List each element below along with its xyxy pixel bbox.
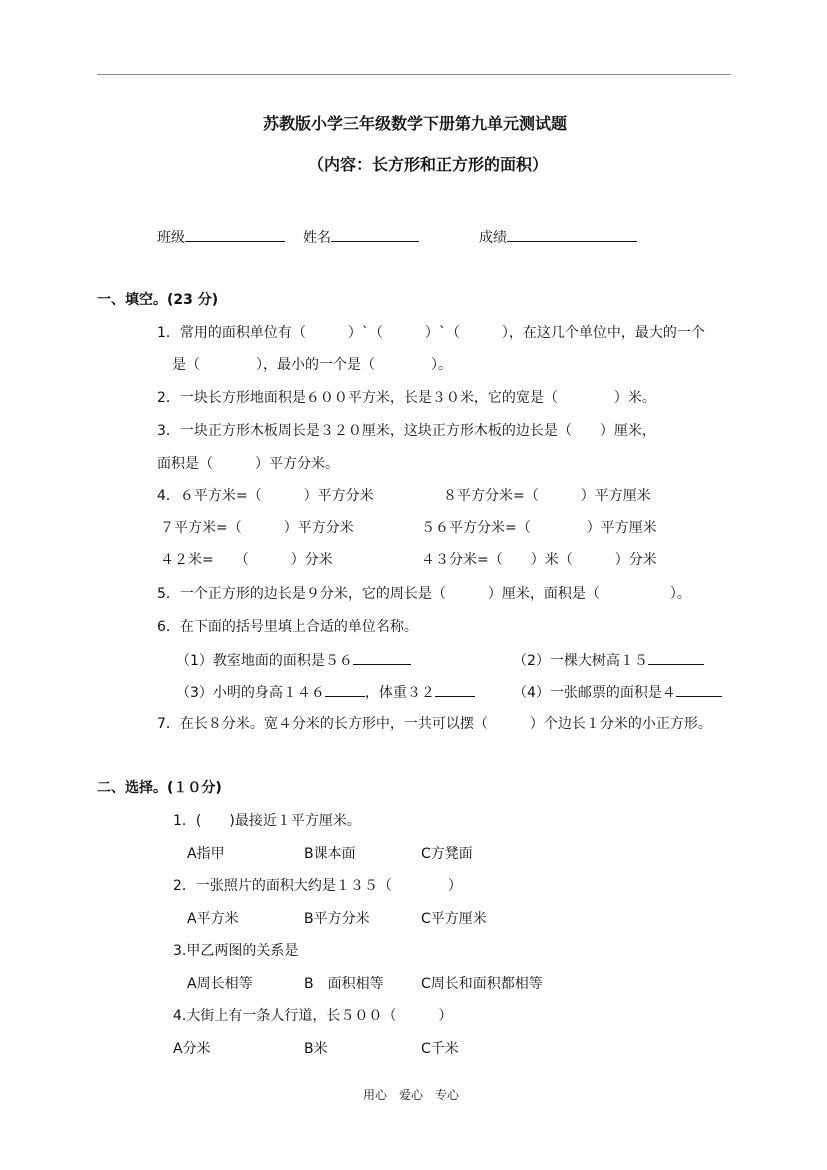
q6-item-4-blank[interactable] [676, 682, 722, 697]
name-blank[interactable] [331, 227, 419, 242]
q6-item-3-text: （3）小明的身高１４６ [176, 685, 325, 701]
q2-line: 2．一块长方形地面积是６００平方米，长是３０米，它的宽是（ ）米。 [157, 390, 656, 406]
score-field[interactable] [479, 227, 637, 247]
name-label: 姓名 [303, 230, 331, 246]
q4-item-d: ５６平方分米=（ ）平方厘米 [421, 520, 657, 536]
q6-item-4 [513, 682, 722, 702]
q1-line2: 是（ ），最小的一个是（ ）。 [172, 357, 452, 373]
q4-item-c: ７平方米=（ ）平方分米 [160, 520, 354, 536]
score-blank[interactable] [507, 227, 637, 242]
q3-line2: 面积是（ ）平方分米。 [157, 456, 339, 472]
q1-line1: 1．常用的面积单位有（ ）`（ ）`（ ），在这几个单位中，最大的一个 [157, 325, 705, 341]
q4-item-b: ８平方分米=（ ）平方厘米 [443, 488, 651, 504]
mc-q1-option-a[interactable]: A指甲 [187, 846, 225, 862]
q6-item-3-blank-1[interactable] [325, 682, 365, 697]
page-footer: 用心 爱心 专心 [363, 1088, 460, 1102]
q6-line: 6．在下面的括号里填上合适的单位名称。 [157, 619, 418, 635]
name-field[interactable] [303, 227, 419, 247]
q3-line1: 3．一块正方形木板周长是３２０厘米，这块正方形木板的边长是（ ）厘米， [157, 423, 656, 439]
mc-q3-option-a[interactable]: A周长相等 [187, 976, 253, 992]
section2-heading: 二、选择。(１０分) [97, 780, 222, 796]
class-field[interactable] [157, 227, 285, 247]
class-label: 班级 [157, 230, 185, 246]
q5-line: 5．一个正方形的边长是９分米，它的周长是（ ）厘米，面积是（ ）。 [157, 586, 691, 602]
mc-q1-stem: 1．( )最接近１平方厘米。 [173, 813, 361, 829]
q6-item-1-blank[interactable] [353, 650, 411, 665]
page-subtitle: （内容：长方形和正方形的面积） [308, 155, 549, 174]
q6-item-1 [176, 650, 411, 670]
mc-q2-option-c[interactable]: C平方厘米 [421, 911, 487, 927]
mc-q3-option-c[interactable]: C周长和面积都相等 [421, 976, 543, 992]
q6-item-4-text: （4）一张邮票的面积是４ [513, 685, 676, 701]
mc-q1-option-b[interactable]: B课本面 [304, 846, 356, 862]
q6-item-3-text-2: ，体重３２ [364, 685, 435, 701]
mc-q3-stem: 3.甲乙两图的关系是 [173, 943, 299, 959]
q6-item-2-text: （2）一棵大树高１５ [513, 653, 648, 669]
q4-item-e: ４２米= （ ）分米 [160, 552, 333, 568]
mc-q4-option-a[interactable]: A分米 [173, 1041, 211, 1057]
score-label: 成绩 [479, 230, 507, 246]
q6-item-3-blank-2[interactable] [435, 682, 475, 697]
mc-q4-option-c[interactable]: C千米 [421, 1041, 459, 1057]
header-rule [97, 74, 731, 75]
q4-item-f: ４３分米=（ ）米（ ）分米 [421, 552, 657, 568]
mc-q3-option-b[interactable]: B 面积相等 [304, 976, 384, 992]
mc-q4-stem: 4.大街上有一条人行道，长５００（ ） [173, 1008, 453, 1024]
class-blank[interactable] [185, 227, 285, 242]
q4-item-a: 4．６平方米=（ ）平方分米 [157, 488, 374, 504]
mc-q2-stem: 2．一张照片的面积大约是１３５（ ） [173, 878, 462, 894]
section1-heading: 一、填空。(23 分) [97, 292, 219, 308]
mc-q4-option-b[interactable]: B米 [304, 1041, 328, 1057]
q6-item-2-blank[interactable] [648, 650, 704, 665]
mc-q1-option-c[interactable]: C方凳面 [421, 846, 473, 862]
q7-line: 7．在长８分米。宽４分米的长方形中，一共可以摆（ ）个边长１分米的小正方形。 [157, 716, 712, 732]
mc-q2-option-a[interactable]: A平方米 [187, 911, 239, 927]
q6-item-1-text: （1）教室地面的面积是５６ [176, 653, 353, 669]
q6-item-2 [513, 650, 704, 670]
mc-q2-option-b[interactable]: B平方分米 [304, 911, 370, 927]
page-title: 苏教版小学三年级数学下册第九单元测试题 [263, 114, 568, 133]
q6-item-3 [176, 682, 475, 702]
